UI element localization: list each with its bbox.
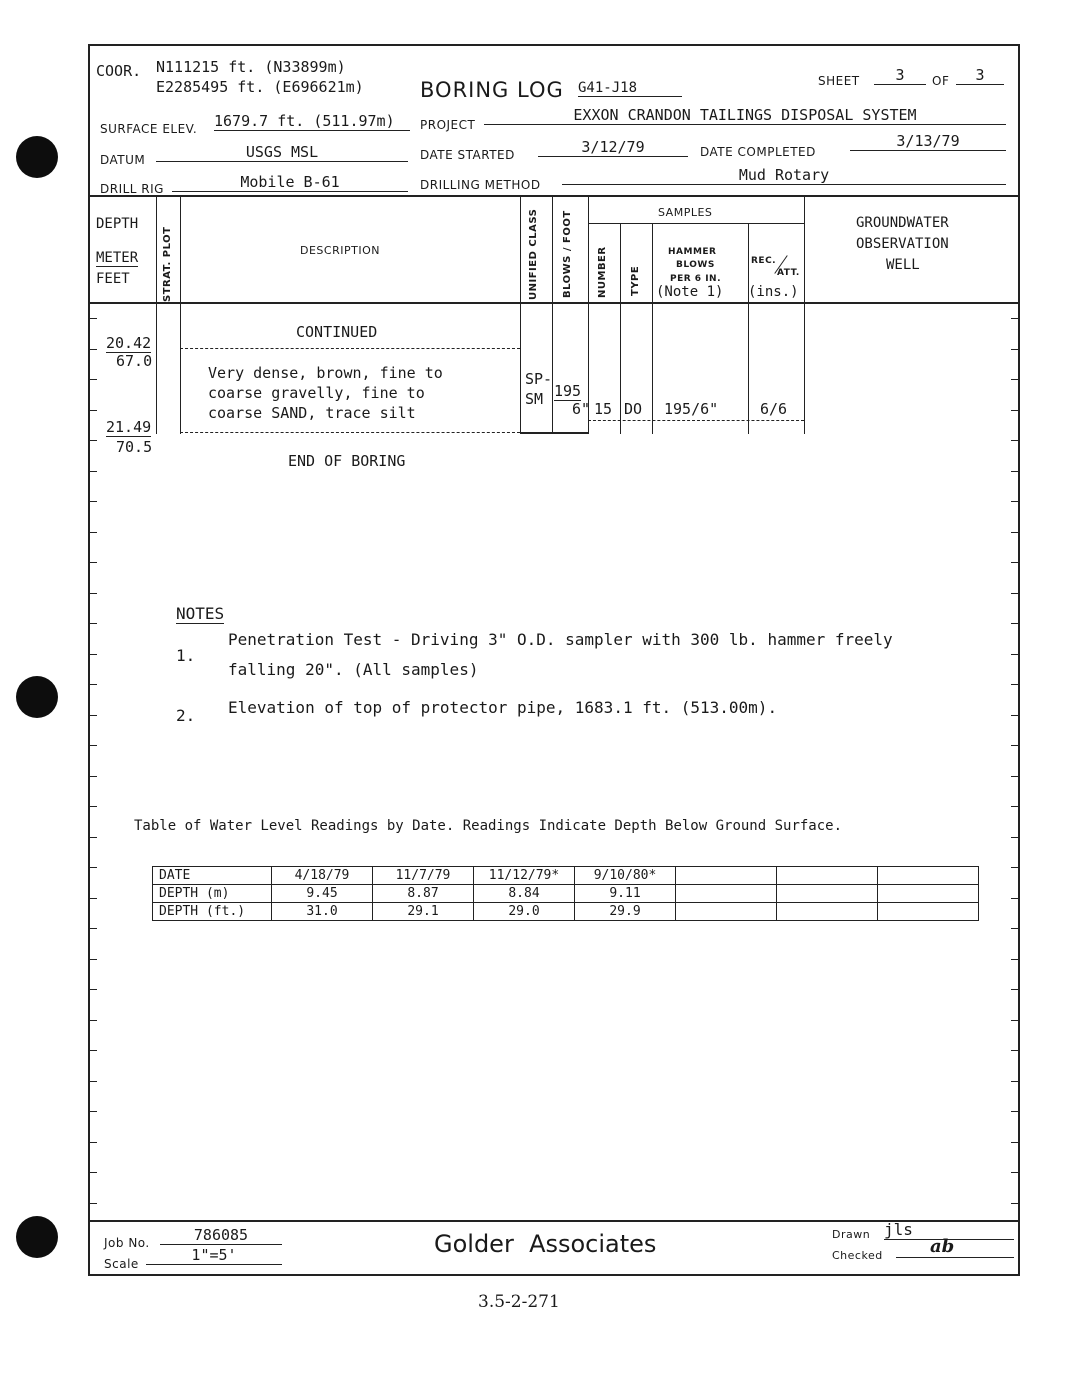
- header-top-rule: [88, 195, 1020, 197]
- depth-tick-left: [90, 745, 97, 746]
- col-divider-blows: [552, 196, 553, 434]
- scale-value: 1"=5': [146, 1246, 282, 1265]
- depth-tick-left: [90, 593, 97, 594]
- depth-tick-right: [1011, 471, 1018, 472]
- date-cell: [676, 867, 777, 885]
- punch-hole-bottom: [16, 1216, 58, 1258]
- depth-m-cell: [878, 885, 979, 903]
- depth-m-cell: [777, 885, 878, 903]
- col-meter: METER: [96, 250, 139, 266]
- stratum-bottom-line: [180, 432, 520, 433]
- depth-tick-left: [90, 1020, 97, 1021]
- table-row: [153, 885, 979, 903]
- col-unified-class: UNIFIED CLASS: [528, 208, 539, 300]
- sheet-number: 3: [874, 66, 926, 85]
- depth-tick-right: [1011, 684, 1018, 685]
- col-hammer-line3: PER 6 IN.: [670, 274, 722, 284]
- coor-east: E2285495 ft. (E696621m): [156, 78, 364, 96]
- punch-hole-middle: [16, 676, 58, 718]
- col-rec: REC.: [751, 256, 777, 266]
- depth-tick-right: [1011, 562, 1018, 563]
- date-cell: 11/7/79: [373, 867, 474, 885]
- depth-ft-cell: 29.9: [575, 903, 676, 921]
- of-label: OF: [932, 74, 950, 88]
- table-row: [153, 903, 979, 921]
- depth-tick-right: [1011, 1111, 1018, 1112]
- col-feet: FEET: [96, 271, 130, 287]
- depth-tick-right: [1011, 440, 1018, 441]
- depth-ft-cell: 31.0: [272, 903, 373, 921]
- depth-tick-right: [1011, 806, 1018, 807]
- depth-tick-right: [1011, 898, 1018, 899]
- end-of-boring: END OF BORING: [288, 452, 406, 470]
- depth-tick-left: [90, 562, 97, 563]
- depth-tick-right: [1011, 654, 1018, 655]
- depth-tick-right: [1011, 928, 1018, 929]
- blows-per-foot: 195: [554, 382, 582, 400]
- sample-bottom-line: [588, 420, 804, 421]
- depth-tick-right: [1011, 623, 1018, 624]
- blows-per-foot-sub: 6": [572, 400, 591, 418]
- date-cell: [878, 867, 979, 885]
- depth-tick-left: [90, 1142, 97, 1143]
- depth-tick-right: [1011, 745, 1018, 746]
- unified-class-1: SP-: [525, 370, 553, 388]
- drilling-method-value: Mud Rotary: [562, 166, 1006, 185]
- project-label: PROJECT: [420, 118, 476, 132]
- depth-tick-right: [1011, 959, 1018, 960]
- depth-tick-left: [90, 867, 97, 868]
- checked-label: Checked: [832, 1249, 883, 1262]
- unified-class-2: SM: [525, 390, 544, 408]
- depth-tick-right: [1011, 837, 1018, 838]
- depth-tick-left: [90, 440, 97, 441]
- hammer-blows-value: 195/6": [664, 400, 719, 418]
- stratum-bottom-solid: [520, 432, 588, 434]
- depth-feet-bottom: 70.5: [116, 438, 153, 456]
- surface-elev-label: SURFACE ELEV.: [100, 122, 198, 136]
- date-cell: 4/18/79: [272, 867, 373, 885]
- date-cell: [777, 867, 878, 885]
- drawn-label: Drawn: [832, 1228, 871, 1241]
- col-hammer-line2: BLOWS: [676, 260, 715, 270]
- col-rec-unit: (ins.): [748, 284, 799, 300]
- col-divider-rec: [748, 224, 749, 434]
- depth-m-cell: 8.87: [373, 885, 474, 903]
- depth-tick-right: [1011, 410, 1018, 411]
- depth-ft-cell: [878, 903, 979, 921]
- boring-log-id: G41-J18: [578, 80, 682, 97]
- note-1-number: 1.: [176, 646, 196, 665]
- depth-tick-left: [90, 349, 97, 350]
- datum-value: USGS MSL: [156, 143, 408, 162]
- sheet-total: 3: [956, 66, 1004, 85]
- col-divider-hammer: [652, 224, 653, 434]
- depth-tick-left: [90, 1081, 97, 1082]
- coor-label: COOR.: [96, 62, 142, 80]
- depth-tick-left: [90, 684, 97, 685]
- date-started-value: 3/12/79: [538, 138, 688, 157]
- page-number: 3.5-2-271: [478, 1292, 560, 1312]
- depth-tick-left: [90, 959, 97, 960]
- note-1-line-1: Penetration Test - Driving 3" O.D. sampler with 300 lb. hammer freely: [228, 630, 893, 649]
- depth-tick-right: [1011, 318, 1018, 319]
- job-no-value: 786085: [160, 1226, 282, 1245]
- water-level-caption: Table of Water Level Readings by Date. Readings Indicate Depth Below Ground Surface.: [134, 818, 843, 834]
- depth-ft-cell: [777, 903, 878, 921]
- depth-tick-left: [90, 654, 97, 655]
- log-continued: CONTINUED: [296, 323, 378, 341]
- col-samples: SAMPLES: [658, 206, 713, 219]
- depth-tick-left: [90, 379, 97, 380]
- depth-tick-left: [90, 837, 97, 838]
- col-depth: DEPTH: [96, 216, 139, 232]
- drawn-value: jls: [884, 1220, 1014, 1240]
- checked-signature: ab: [896, 1236, 1014, 1258]
- recovery-value: 6/6: [760, 400, 788, 418]
- depth-m-cell: 9.11: [575, 885, 676, 903]
- depth-tick-left: [90, 928, 97, 929]
- depth-tick-right: [1011, 715, 1018, 716]
- col-description: DESCRIPTION: [300, 244, 380, 257]
- col-sample-number: NUMBER: [597, 246, 608, 298]
- depth-ft-cell: 29.0: [474, 903, 575, 921]
- depth-tick-left: [90, 1050, 97, 1051]
- depth-tick-left: [90, 715, 97, 716]
- note-2-line-1: Elevation of top of protector pipe, 1683.1 ft. (513.00m).: [228, 698, 778, 717]
- drilling-method-label: DRILLING METHOD: [420, 178, 541, 192]
- col-hammer-line1: HAMMER: [668, 247, 717, 257]
- depth-tick-left: [90, 776, 97, 777]
- depth-tick-right: [1011, 989, 1018, 990]
- drill-rig-label: DRILL RIG: [100, 182, 164, 196]
- depth-tick-left: [90, 806, 97, 807]
- surface-elev-value: 1679.7 ft. (511.97m): [214, 112, 410, 131]
- depth-tick-left: [90, 318, 97, 319]
- depth-m-cell: [676, 885, 777, 903]
- col-sample-type: TYPE: [630, 265, 641, 296]
- job-no-label: Job No.: [104, 1236, 150, 1250]
- stratum-top-line: [180, 348, 520, 349]
- notes-title: NOTES: [176, 604, 225, 623]
- sample-type: DO: [624, 400, 643, 418]
- coor-north: N111215 ft. (N33899m): [156, 58, 346, 76]
- depth-tick-right: [1011, 532, 1018, 533]
- project-value: EXXON CRANDON TAILINGS DISPOSAL SYSTEM: [484, 106, 1006, 125]
- depth-m-cell: 9.45: [272, 885, 373, 903]
- description-line-1: Very dense, brown, fine to: [208, 364, 443, 382]
- col-strat-plot: STRAT. PLOT: [162, 226, 173, 302]
- scale-label: Scale: [104, 1257, 139, 1271]
- depth-tick-left: [90, 501, 97, 502]
- col-hammer-note: (Note 1): [656, 284, 724, 300]
- depth-tick-right: [1011, 593, 1018, 594]
- depth-feet-top: 67.0: [116, 352, 153, 370]
- depth-tick-left: [90, 1203, 97, 1204]
- col-divider-groundwater: [804, 196, 805, 434]
- col-att: ATT.: [777, 268, 800, 278]
- depth-tick-right: [1011, 1050, 1018, 1051]
- depth-tick-right: [1011, 1081, 1018, 1082]
- water-level-table: [152, 866, 979, 921]
- col-divider-strat: [156, 196, 157, 434]
- description-line-3: coarse SAND, trace silt: [208, 404, 416, 422]
- depth-tick-right: [1011, 1142, 1018, 1143]
- col-blows-foot: BLOWS / FOOT: [562, 210, 573, 298]
- row-label-date: DATE: [153, 867, 272, 885]
- depth-tick-right: [1011, 1203, 1018, 1204]
- depth-ft-cell: [676, 903, 777, 921]
- depth-tick-right: [1011, 379, 1018, 380]
- col-groundwater-2: OBSERVATION: [856, 236, 949, 252]
- sample-number: 15: [594, 400, 613, 418]
- col-divider-samples: [588, 196, 589, 434]
- col-divider-class: [520, 196, 521, 434]
- sheet-label: SHEET: [818, 74, 860, 88]
- date-completed-label: DATE COMPLETED: [700, 145, 816, 159]
- date-cell: 11/12/79*: [474, 867, 575, 885]
- description-line-2: coarse gravelly, fine to: [208, 384, 425, 402]
- drill-rig-value: Mobile B-61: [172, 173, 408, 192]
- depth-tick-left: [90, 623, 97, 624]
- note-1-line-2: falling 20". (All samples): [228, 660, 479, 679]
- depth-ft-cell: 29.1: [373, 903, 474, 921]
- col-divider-type: [620, 224, 621, 434]
- date-started-label: DATE STARTED: [420, 148, 515, 162]
- punch-hole-top: [16, 136, 58, 178]
- table-row: [153, 867, 979, 885]
- header-bottom-rule: [88, 302, 1020, 304]
- depth-tick-left: [90, 1172, 97, 1173]
- samples-subheader-rule: [588, 223, 804, 224]
- depth-tick-right: [1011, 501, 1018, 502]
- depth-m-cell: 8.84: [474, 885, 575, 903]
- depth-tick-right: [1011, 867, 1018, 868]
- row-label-depth-m: DEPTH (m): [153, 885, 272, 903]
- depth-tick-right: [1011, 1172, 1018, 1173]
- depth-tick-left: [90, 1111, 97, 1112]
- depth-meter-top: 20.42: [106, 334, 152, 352]
- depth-meter-bottom: 21.49: [106, 418, 152, 436]
- date-completed-value: 3/13/79: [850, 132, 1006, 151]
- date-cell: 9/10/80*: [575, 867, 676, 885]
- depth-tick-right: [1011, 349, 1018, 350]
- company-name: Golder Associates: [434, 1230, 657, 1258]
- col-divider-description: [180, 196, 181, 434]
- footer-top-rule: [88, 1220, 1020, 1222]
- row-label-depth-ft: DEPTH (ft.): [153, 903, 272, 921]
- col-groundwater-3: WELL: [886, 257, 920, 273]
- datum-label: DATUM: [100, 153, 146, 167]
- depth-tick-left: [90, 410, 97, 411]
- depth-tick-right: [1011, 1020, 1018, 1021]
- depth-tick-left: [90, 898, 97, 899]
- depth-tick-right: [1011, 776, 1018, 777]
- depth-tick-left: [90, 532, 97, 533]
- depth-tick-left: [90, 989, 97, 990]
- note-2-number: 2.: [176, 706, 196, 725]
- document-title: BORING LOG: [420, 78, 564, 102]
- col-groundwater-1: GROUNDWATER: [856, 215, 949, 231]
- depth-tick-left: [90, 471, 97, 472]
